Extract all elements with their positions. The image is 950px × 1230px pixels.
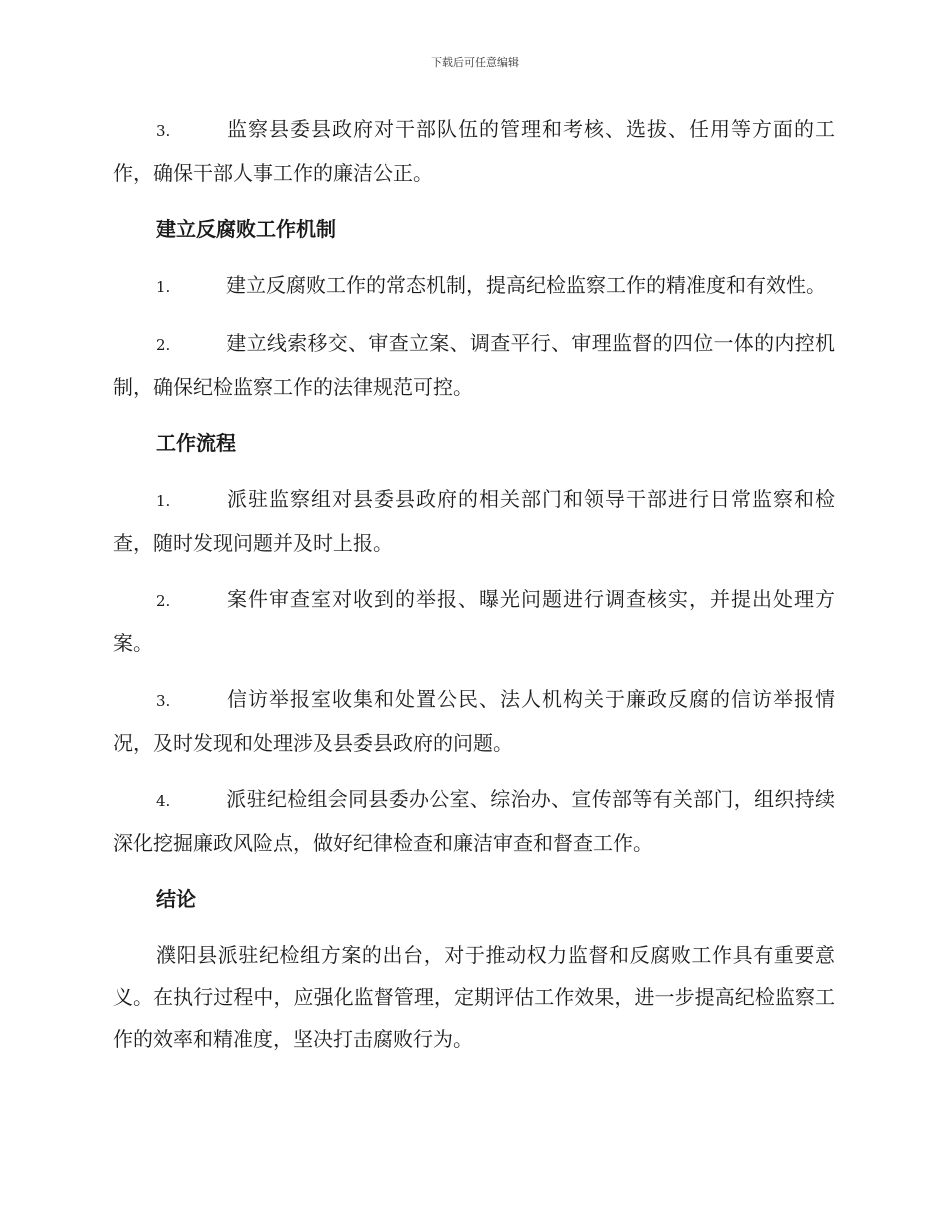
list-item-text: 信访举报室收集和处置公民、法人机构关于廉政反腐的信访举报情况，及时发现和处理涉及县委县政府的问题。 (113, 687, 835, 755)
section-heading-mechanism: 建立反腐败工作机制 (156, 217, 336, 241)
list-item-number: 3. (156, 122, 171, 140)
list-item-text: 派驻监察组对县委县政府的相关部门和领导干部进行日常监察和检查，随时发现问题并及时上报。 (113, 487, 835, 555)
list-item-text: 建立线索移交、审查立案、调查平行、审理监督的四位一体的内控机制，确保纪检监察工作的法律规范可控。 (113, 331, 835, 399)
list-item-number: 1. (156, 492, 171, 510)
list-item (113, 778, 835, 864)
conclusion-paragraph: 濮阳县派驻纪检组方案的出台，对于推动权力监督和反腐败工作具有重要意义。在执行过程中，应强化监督管理，定期评估工作效果，进一步提高纪检监察工作的效率和精准度，坚决打击腐败行为。 (113, 943, 835, 1051)
list-item (113, 264, 835, 308)
list-item-text: 建立反腐败工作的常态机制，提高纪检监察工作的精准度和有效性。 (226, 273, 826, 297)
list-item (113, 578, 835, 664)
list-item-number: 2. (156, 592, 171, 610)
list-item (113, 322, 835, 408)
list-item-text: 派驻纪检组会同县委办公室、综治办、宣传部等有关部门，组织持续深化挖掘廉政风险点，做好纪律检查和廉洁审查和督查工作。 (113, 787, 835, 855)
section-heading-conclusion: 结论 (156, 887, 196, 911)
document-body (113, 108, 835, 1060)
section-heading-workflow: 工作流程 (156, 431, 236, 455)
list-item (113, 108, 835, 194)
list-item-number: 3. (156, 692, 171, 710)
list-item-number: 2. (156, 336, 171, 354)
list-item-text: 案件审查室对收到的举报、曝光问题进行调查核实，并提出处理方案。 (113, 587, 835, 655)
list-item (113, 478, 835, 564)
list-item (113, 678, 835, 764)
list-item-text: 监察县委县政府对干部队伍的管理和考核、选拔、任用等方面的工作，确保干部人事工作的廉洁公正。 (113, 117, 835, 185)
list-item-number: 1. (156, 278, 171, 296)
page-header: 下载后可任意编辑 (431, 56, 519, 69)
list-item-number: 4. (156, 792, 171, 810)
